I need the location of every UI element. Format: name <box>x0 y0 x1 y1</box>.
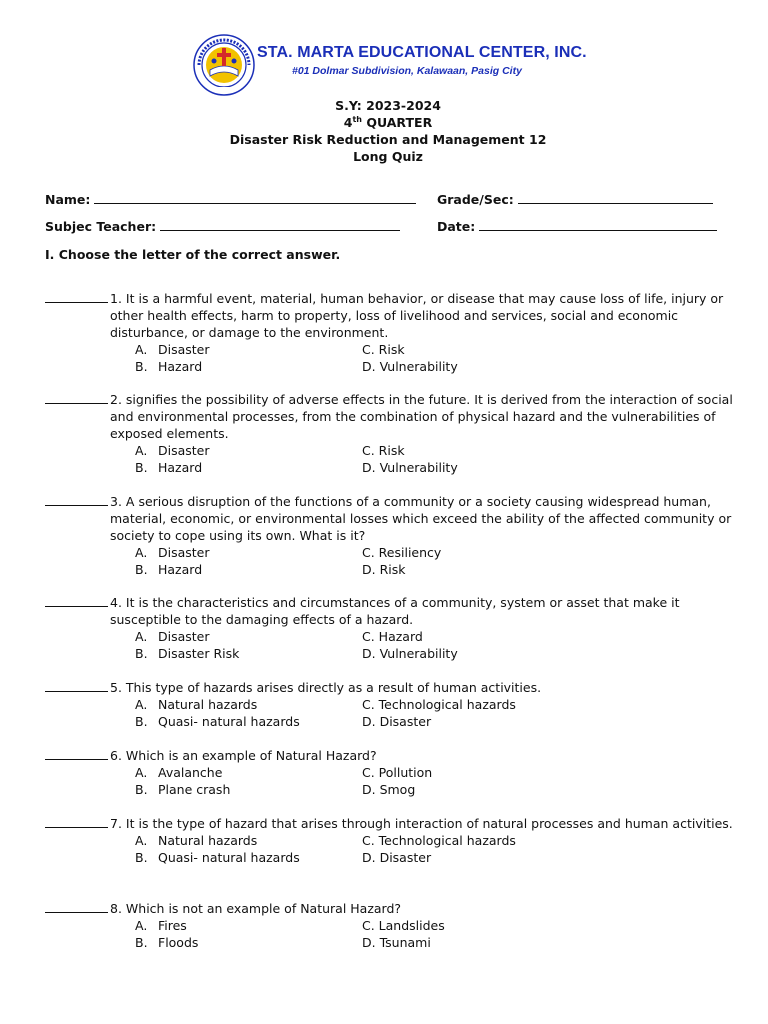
question-text: Which is an example of Natural Hazard? <box>125 748 377 763</box>
choice-a: A. Fires <box>135 918 187 933</box>
choice-a: A. Disaster <box>135 342 210 357</box>
subject-title: Disaster Risk Reduction and Management 12 <box>229 132 547 147</box>
choice-b: B. Disaster Risk <box>135 646 240 661</box>
choice-d: D. Tsunami <box>362 935 431 950</box>
answer-blank[interactable] <box>45 403 108 404</box>
answer-blank[interactable] <box>45 759 108 760</box>
title-block <box>0 97 768 165</box>
choice-c: C. Pollution <box>362 765 433 780</box>
choice-b: B. Hazard <box>135 359 203 374</box>
choice-d: D. Vulnerability <box>362 460 458 475</box>
choice-c: C. Hazard <box>362 629 423 644</box>
school-address: #01 Dolmar Subdivision, Kalawaan, Pasig City <box>292 65 522 77</box>
choice-a: A. Disaster <box>135 545 210 560</box>
choice-d: D. Risk <box>362 562 406 577</box>
question-text: Which is not an example of Natural Hazard? <box>125 901 402 916</box>
answer-blank[interactable] <box>45 691 108 692</box>
choice-b: B. Hazard <box>135 460 203 475</box>
choice-b: B. Quasi- natural hazards <box>135 850 300 865</box>
choice-d: D. Smog <box>362 782 416 797</box>
name-field[interactable] <box>45 192 416 207</box>
choice-b: B. Quasi- natural hazards <box>135 714 300 729</box>
choice-a: A. Disaster <box>135 629 210 644</box>
choice-d: D. Disaster <box>362 714 432 729</box>
choice-a: A. Natural hazards <box>135 697 258 712</box>
school-seal-icon <box>193 34 255 96</box>
date-field[interactable] <box>437 219 717 234</box>
choice-c: C. Technological hazards <box>362 697 516 712</box>
question-3: 3. A serious disruption of the functions of a community or a society causing widespread human, material, economic, or environmental losses which exceed the ability of the affected community or society to cope using its own. What is it? A. Disaster B. Hazard C. Resiliency D. Risk <box>45 493 735 578</box>
name-label: Name: <box>45 192 91 207</box>
instructions: I. Choose the letter of the correct answer. <box>45 247 341 262</box>
question-text: This type of hazards arises directly as a result of human activities. <box>125 680 542 695</box>
question-text: signifies the possibility of adverse effects in the future. It is derived from the interaction of social and environmental processes, from the combination of physical hazard and the vulnerabilities of exposed elements. <box>110 392 733 441</box>
question-5: 5. This type of hazards arises directly as a result of human activities. A. Natural hazards B. Quasi- natural hazards C. Technological hazards D. Disaster <box>45 679 735 730</box>
choice-c: C. Risk <box>362 443 405 458</box>
grade-sec-field[interactable] <box>437 192 713 207</box>
choice-c: C. Landslides <box>362 918 445 933</box>
choice-c: C. Technological hazards <box>362 833 516 848</box>
question-text: It is a harmful event, material, human behavior, or disease that may cause loss of life, injury or other health effects, harm to property, loss of livelihood and services, social and economic disturbance, or damage to the environment. <box>110 291 724 340</box>
teacher-line[interactable] <box>160 220 400 231</box>
grade-sec-line[interactable] <box>518 193 713 204</box>
school-name: STA. MARTA EDUCATIONAL CENTER, INC. <box>257 44 587 61</box>
choice-a: A. Avalanche <box>135 765 223 780</box>
choice-a: A. Natural hazards <box>135 833 258 848</box>
choice-c: C. Risk <box>362 342 405 357</box>
choice-c: C. Resiliency <box>362 545 442 560</box>
exam-title: Long Quiz <box>353 149 423 164</box>
teacher-label: Subjec Teacher: <box>45 219 157 234</box>
grade-sec-label: Grade/Sec: <box>437 192 514 207</box>
answer-blank[interactable] <box>45 302 108 303</box>
choice-b: B. Floods <box>135 935 199 950</box>
choice-b: B. Hazard <box>135 562 203 577</box>
question-2: 2. signifies the possibility of adverse effects in the future. It is derived from the interaction of social and environmental processes, from the combination of physical hazard and the vulnerabilities of exposed elements. A. Disaster B. Hazard C. Risk D. Vulnerability <box>45 391 735 476</box>
answer-blank[interactable] <box>45 606 108 607</box>
question-8: 8. Which is not an example of Natural Hazard? A. Fires B. Floods C. Landslides D. Tsunami <box>45 900 735 951</box>
question-7: 7. It is the type of hazard that arises through interaction of natural processes and human activities. A. Natural hazards B. Quasi- natural hazards C. Technological hazards D. Disaster <box>45 815 735 866</box>
teacher-field[interactable] <box>45 219 400 234</box>
answer-blank[interactable] <box>45 505 108 506</box>
name-line[interactable] <box>94 193 416 204</box>
question-1: 1. It is a harmful event, material, human behavior, or disease that may cause loss of life, injury or other health effects, harm to property, loss of livelihood and services, social and economic disturbance, or damage to the environment. A. Disaster B. Hazard C. Risk D. Vulnerability <box>45 290 735 375</box>
question-text: It is the characteristics and circumstances of a community, system or asset that make it susceptible to the damaging effects of a hazard. <box>110 595 680 627</box>
choice-d: D. Vulnerability <box>362 359 458 374</box>
choice-b: B. Plane crash <box>135 782 231 797</box>
question-text: A serious disruption of the functions of a community or a society causing widespread human, material, economic, or environmental losses which exceed the ability of the affected community or society to cope using its own. What is it? <box>110 494 732 543</box>
question-6: 6. Which is an example of Natural Hazard? A. Avalanche B. Plane crash C. Pollution D. Smog <box>45 747 735 798</box>
date-line[interactable] <box>479 220 717 231</box>
date-label: Date: <box>437 219 476 234</box>
school-year: S.Y: 2023-2024 <box>335 98 441 113</box>
question-text: It is the type of hazard that arises through interaction of natural processes and human activities. <box>125 816 733 831</box>
quarter: 4th QUARTER <box>343 114 433 130</box>
answer-blank[interactable] <box>45 912 108 913</box>
choice-a: A. Disaster <box>135 443 210 458</box>
answer-blank[interactable] <box>45 827 108 828</box>
choice-d: D. Disaster <box>362 850 432 865</box>
question-4: 4. It is the characteristics and circumstances of a community, system or asset that make it susceptible to the damaging effects of a hazard. A. Disaster B. Disaster Risk C. Hazard D. Vulnerability <box>45 594 735 662</box>
choice-d: D. Vulnerability <box>362 646 458 661</box>
